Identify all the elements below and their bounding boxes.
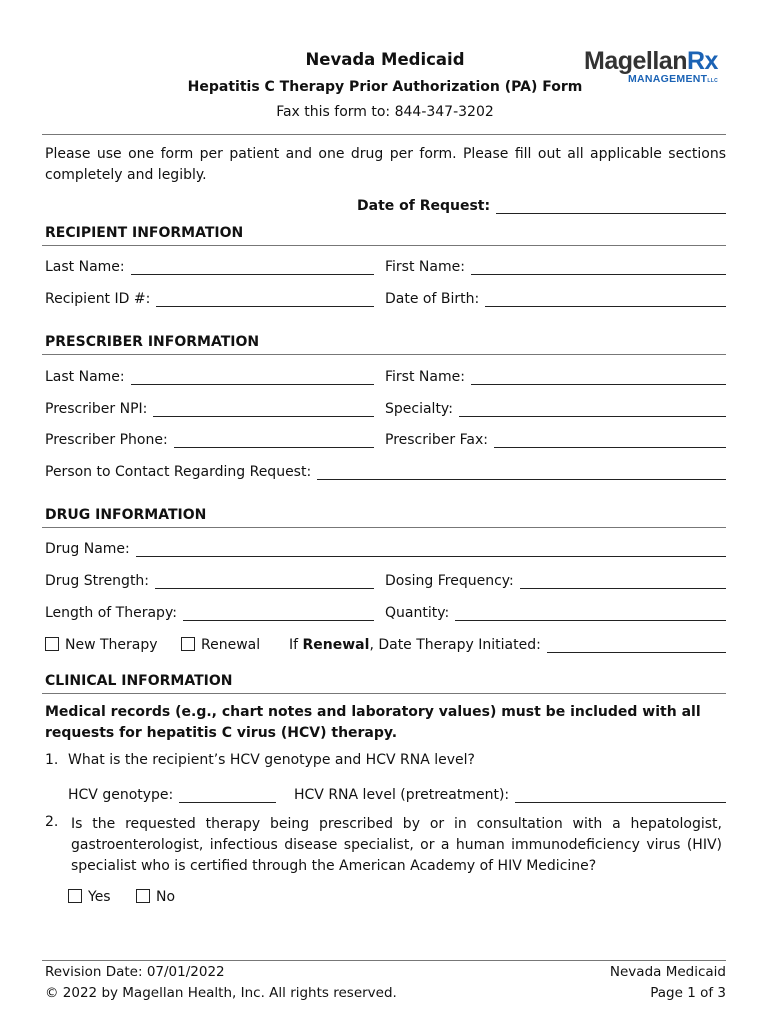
recipient-dob-line[interactable] xyxy=(485,292,726,307)
intro-text: Please use one form per patient and one drug per form. Please fill out all applicable sections completely and legibly. xyxy=(45,146,726,183)
prescriber-divider xyxy=(42,354,726,355)
recipient-last-name-line[interactable] xyxy=(131,260,374,275)
renewal-checkbox[interactable] xyxy=(181,637,195,651)
recipient-id-line[interactable] xyxy=(156,292,374,307)
yes-option[interactable] xyxy=(68,889,111,905)
quantity-label: Quantity: xyxy=(385,605,450,621)
recipient-last-name-label: Last Name: xyxy=(45,259,125,275)
contact-person-line[interactable] xyxy=(317,465,726,480)
logo-main-text: Magellan xyxy=(584,47,687,75)
dosing-frequency-line[interactable] xyxy=(520,574,726,589)
recipient-last-name-field[interactable] xyxy=(45,259,374,275)
yes-checkbox[interactable] xyxy=(68,889,82,903)
page-number: Page 1 of 3 xyxy=(650,985,726,1001)
recipient-id-field[interactable] xyxy=(45,291,374,307)
prescriber-first-name-label: First Name: xyxy=(385,369,465,385)
fax-instruction: Fax this form to: 844-347-3202 xyxy=(276,104,494,120)
prescriber-first-name-line[interactable] xyxy=(471,370,726,385)
renewal-label: Renewal xyxy=(201,637,261,653)
clinical-section-heading: CLINICAL INFORMATION xyxy=(45,673,233,689)
yes-label: Yes xyxy=(88,889,111,905)
prescriber-specialty-line[interactable] xyxy=(459,402,726,417)
prescriber-section-heading: PRESCRIBER INFORMATION xyxy=(45,334,260,350)
footer-divider xyxy=(42,960,726,961)
date-therapy-initiated-line[interactable] xyxy=(547,638,726,653)
prescriber-phone-field[interactable] xyxy=(45,432,374,448)
recipient-dob-label: Date of Birth: xyxy=(385,291,480,307)
dosing-frequency-field[interactable] xyxy=(385,573,726,589)
new-therapy-checkbox[interactable] xyxy=(45,637,59,651)
drug-strength-label: Drug Strength: xyxy=(45,573,150,589)
no-checkbox[interactable] xyxy=(136,889,150,903)
prescriber-fax-line[interactable] xyxy=(494,433,726,448)
therapy-length-line[interactable] xyxy=(183,606,374,621)
recipient-first-name-field[interactable] xyxy=(385,259,726,275)
footer-org: Nevada Medicaid xyxy=(609,964,726,980)
therapy-length-label: Length of Therapy: xyxy=(45,605,177,621)
prescriber-phone-line[interactable] xyxy=(174,433,374,448)
drug-name-line[interactable] xyxy=(136,542,726,557)
question-2-text: Is the requested therapy being prescribed by or in consultation with a hepatologist, gastroenterologist, infectious disease specialist, or a human immunodeficiency virus (HIV) specialist who is certified through the American Academy of HIV Medicine? xyxy=(71,816,722,874)
drug-name-field[interactable] xyxy=(45,541,726,557)
date-therapy-initiated-field[interactable] xyxy=(289,637,726,653)
recipient-divider xyxy=(42,245,726,246)
quantity-line[interactable] xyxy=(455,606,726,621)
question-2-number: 2. xyxy=(45,814,59,830)
drug-section-heading: DRUG INFORMATION xyxy=(45,507,207,523)
revision-date: Revision Date: 07/01/2022 xyxy=(45,964,225,980)
no-label: No xyxy=(156,889,176,905)
prescriber-specialty-label: Specialty: xyxy=(385,401,453,417)
prescriber-npi-field[interactable] xyxy=(45,401,374,417)
new-therapy-option[interactable] xyxy=(45,637,158,653)
drug-name-label: Drug Name: xyxy=(45,541,130,557)
renewal-option[interactable] xyxy=(181,637,260,653)
recipient-first-name-label: First Name: xyxy=(385,259,465,275)
contact-person-field[interactable] xyxy=(45,464,726,480)
prescriber-last-name-field[interactable] xyxy=(45,369,374,385)
logo-sub-text: MANAGEMENT xyxy=(627,73,708,85)
recipient-id-label: Recipient ID #: xyxy=(45,291,151,307)
medical-records-notice: Medical records (e.g., chart notes and laboratory values) must be included with all requests for hepatitis C virus (HCV) therapy. xyxy=(45,704,701,741)
therapy-length-field[interactable] xyxy=(45,605,374,621)
date-of-request-line[interactable] xyxy=(496,199,726,214)
hcv-genotype-label: HCV genotype: xyxy=(68,787,174,803)
hcv-genotype-line[interactable] xyxy=(179,788,276,803)
page-title: Nevada Medicaid xyxy=(305,50,465,69)
date-therapy-initiated-label: If Renewal, Date Therapy Initiated: xyxy=(289,637,541,653)
date-of-request-label: Date of Request: xyxy=(357,198,491,214)
hcv-rna-line[interactable] xyxy=(515,788,726,803)
prescriber-fax-field[interactable] xyxy=(385,432,726,448)
drug-strength-field[interactable] xyxy=(45,573,374,589)
question-1-text: What is the recipient’s HCV genotype and HCV RNA level? xyxy=(68,752,475,768)
copyright-text: © 2022 by Magellan Health, Inc. All rights reserved. xyxy=(45,985,397,1001)
hcv-genotype-field[interactable] xyxy=(68,787,276,803)
contact-person-label: Person to Contact Regarding Request: xyxy=(45,464,312,480)
recipient-section-heading: RECIPIENT INFORMATION xyxy=(45,225,244,241)
recipient-first-name-line[interactable] xyxy=(471,260,726,275)
prescriber-npi-line[interactable] xyxy=(153,402,374,417)
hcv-rna-field[interactable] xyxy=(294,787,726,803)
prescriber-phone-label: Prescriber Phone: xyxy=(45,432,168,448)
question-1-number: 1. xyxy=(45,752,59,768)
logo-rx-text: Rx xyxy=(686,47,718,75)
no-option[interactable] xyxy=(136,889,175,905)
prescriber-specialty-field[interactable] xyxy=(385,401,726,417)
prescriber-fax-label: Prescriber Fax: xyxy=(385,432,488,448)
date-of-request-field[interactable] xyxy=(357,198,726,214)
prescriber-npi-label: Prescriber NPI: xyxy=(45,401,148,417)
prescriber-last-name-label: Last Name: xyxy=(45,369,125,385)
quantity-field[interactable] xyxy=(385,605,726,621)
drug-divider xyxy=(42,527,726,528)
logo-tm-text: LLC xyxy=(707,78,718,84)
prescriber-first-name-field[interactable] xyxy=(385,369,726,385)
prescriber-last-name-line[interactable] xyxy=(131,370,374,385)
hcv-rna-label: HCV RNA level (pretreatment): xyxy=(294,787,510,803)
header-divider xyxy=(42,134,726,135)
clinical-divider xyxy=(42,693,726,694)
new-therapy-label: New Therapy xyxy=(65,637,158,653)
magellan-rx-logo xyxy=(584,48,724,90)
drug-strength-line[interactable] xyxy=(155,574,374,589)
dosing-frequency-label: Dosing Frequency: xyxy=(385,573,514,589)
form-subtitle: Hepatitis C Therapy Prior Authorization (PA) Form xyxy=(187,79,583,95)
recipient-dob-field[interactable] xyxy=(385,291,726,307)
